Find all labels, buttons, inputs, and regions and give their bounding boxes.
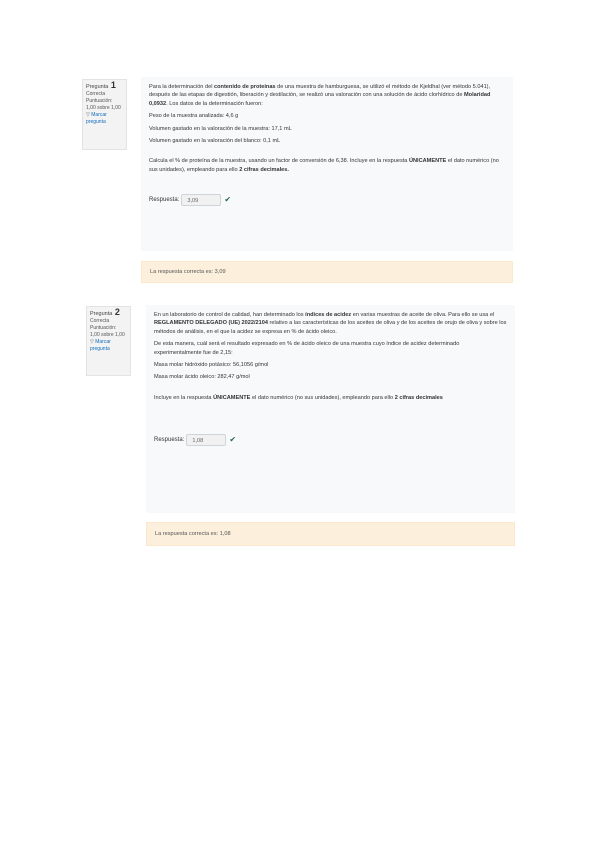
question-text: Para la determinación del contenido de proteínas de una muestra de hamburguesa, se utilizó el método de Kjeldhal (ver método 5.041), después de las etapas de digestión, liberación y destilación, se realizó una valoración con una solución de ácido clorhídrico de Molaridad 0,0932. Los datos de la determinación fueron: <box>149 84 491 107</box>
data-line: Masa molar ácido oleico: 282,47 g/mol <box>154 374 250 381</box>
data-line: Volumen gastado en la valoración de la muestra: 17,1 mL <box>149 125 292 132</box>
flag-question-button[interactable]: ▽ Marcar pregunta <box>90 339 111 352</box>
data-line: Volumen gastado en la valoración del blanco: 0,1 mL <box>149 138 281 145</box>
score-label: Puntuación: <box>90 325 117 331</box>
answer-label: Respuesta: <box>149 197 180 204</box>
question-info-1 <box>82 79 127 150</box>
score-label: Puntuación: <box>86 98 113 104</box>
question-status: Correcta <box>86 91 106 97</box>
question-content-2 <box>146 305 515 513</box>
correct-answer-text: La respuesta correcta es: 3,09 <box>150 269 226 275</box>
answer-label: Respuesta: <box>154 437 185 444</box>
question-status: Correcta <box>90 318 110 324</box>
feedback-box-1 <box>141 261 513 283</box>
question-text: De esta manera, cuál será el resultado expresado en % de ácido oleico de una muestra cuyo índice de acidez determinado experimentalmente fue de 2,15: <box>154 341 460 356</box>
data-line: Masa molar hidróxido potásico: 56,1056 g/mol <box>154 362 269 369</box>
answer-row <box>149 194 505 206</box>
question-info-2 <box>86 306 131 376</box>
question-number: Pregunta 1 <box>86 80 116 90</box>
flag-question-button[interactable]: ▽ Marcar pregunta <box>86 112 107 125</box>
flag-icon: ▽ <box>86 112 90 118</box>
feedback-box-2 <box>146 522 515 546</box>
instruction-text: Calcula el % de proteína de la muestra, usando un factor de conversión de 6,38. Incluye en la respuesta ÚNICAMENTE el dato numérico (no sus unidades), empleando para ello 2 cifras decimales. <box>149 158 499 173</box>
flag-icon: ▽ <box>90 339 94 345</box>
correct-answer-text: La respuesta correcta es: 1,08 <box>155 531 231 537</box>
question-content-1 <box>141 77 513 251</box>
answer-input[interactable]: 1,08 <box>186 434 226 446</box>
answer-input[interactable]: 3,09 <box>181 194 221 206</box>
instruction-text: Incluye en la respuesta ÚNICAMENTE el dato numérico (no sus unidades), empleando para ello 2 cifras decimales <box>154 394 443 401</box>
question-number: Pregunta 2 <box>90 307 120 317</box>
data-line: Peso de la muestra analizada: 4,6 g <box>149 113 239 120</box>
check-icon: ✔ <box>224 195 232 205</box>
check-icon: ✔ <box>229 435 237 445</box>
score-value: 1,00 sobre 1,00 <box>86 105 121 111</box>
answer-row <box>154 434 507 446</box>
question-text: En un laboratorio de control de calidad, han determinado los índices de acidez en varias muestras de aceite de oliva. Para ello se usa el REGLAMENTO DELEGADO (UE) 2022/2104 relativo a las características de los aceites de oliva y de los aceites de orujo de oliva y sobre los métodos de análisis, en el que la acidez se expresa en % de ácido oleico. <box>154 312 507 335</box>
score-value: 1,00 sobre 1,00 <box>90 332 125 338</box>
